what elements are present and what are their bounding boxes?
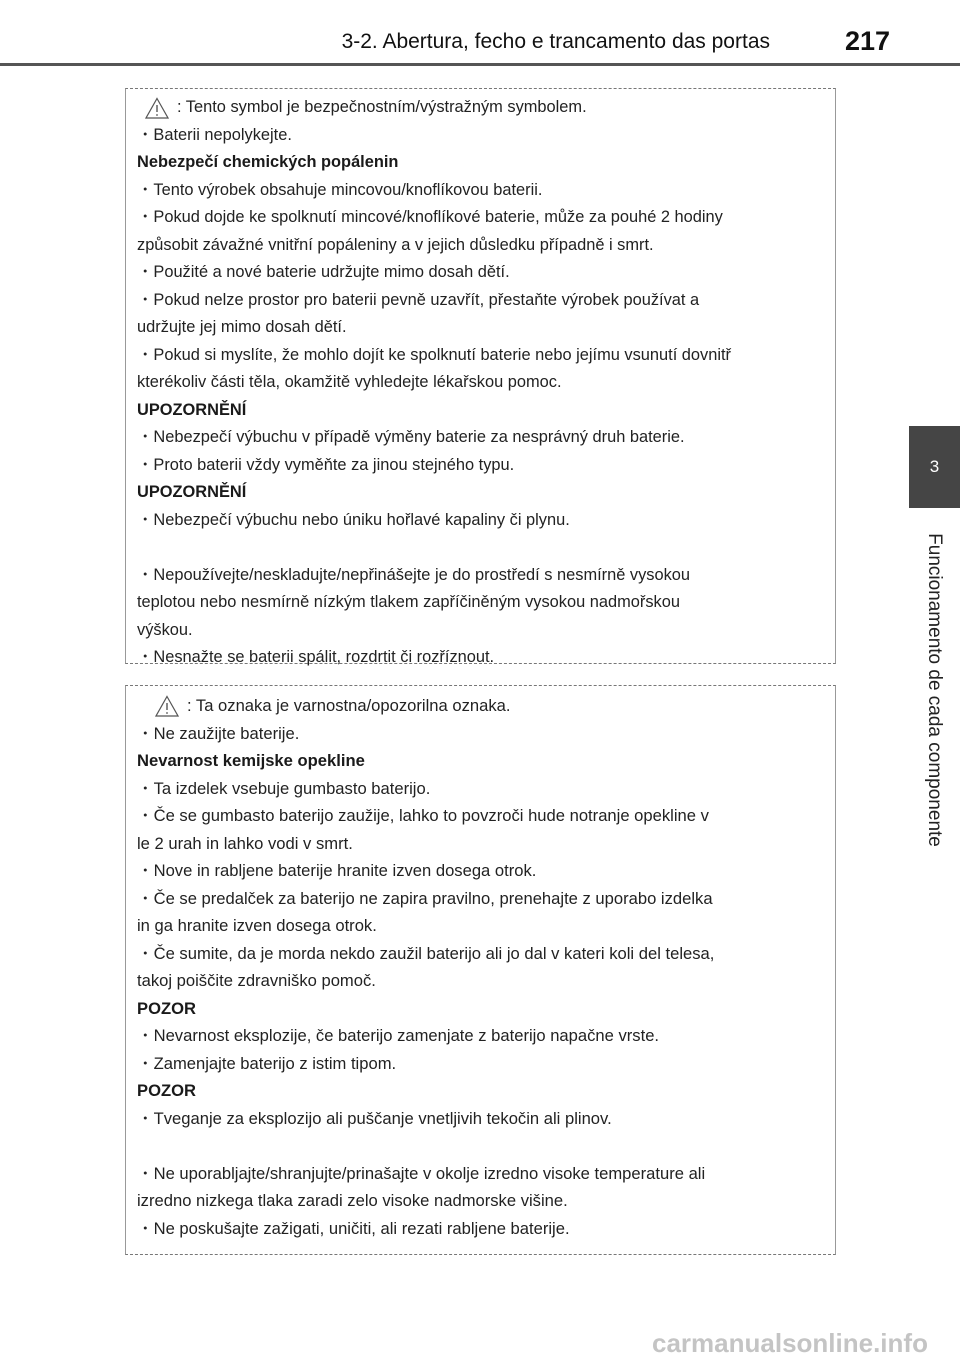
warning-triangle-icon <box>145 97 169 119</box>
header-divider <box>0 63 960 66</box>
section-heading: Nevarnost kemijske opekline <box>137 751 365 770</box>
text-line: ・Nepoužívejte/neskladujte/nepřinášejte je do prostředí s nesmírně vysokou <box>137 565 691 584</box>
text-line: ・Pokud dojde ke spolknutí mincové/knoflíkové baterie, může za pouhé 2 hodiny <box>137 208 723 226</box>
text-line: ・Tveganje za eksplozijo ali puščanje vnetljivih tekočin ali plinov. <box>137 1108 612 1128</box>
text-line: ・Nevarnost eksplozije, če baterijo zamenjate z baterijo napačne vrste. <box>137 1026 660 1045</box>
text-line: ・Ta izdelek vsebuje gumbasto baterijo. <box>137 778 431 798</box>
text-line: teplotou nebo nesmírně nízkým tlakem zapříčiněným vysokou nadmořskou <box>137 593 680 611</box>
text-line: kterékoliv části těla, okamžitě vyhledejte lékařskou pomoc. <box>137 373 562 391</box>
text-line: ・Če se predalček za baterijo ne zapira pravilno, prenehajte z uporabo izdelka <box>137 888 713 908</box>
symbol-explanation <box>137 94 827 122</box>
text-line: způsobit závažné vnitřní popáleniny a v jejich důsledku případně i smrt. <box>137 235 654 254</box>
section-title: 3-2. Abertura, fecho e trancamento das portas <box>341 30 770 53</box>
chapter-tab <box>909 426 960 508</box>
page-number: 217 <box>844 26 890 56</box>
text-line: in ga hranite izven dosega otrok. <box>137 916 377 935</box>
text-line: ・Ne zaužijte baterije. <box>137 723 300 743</box>
section-heading: POZOR <box>137 998 197 1018</box>
site-watermark: carmanualsonline.info <box>652 1328 928 1358</box>
warning-triangle-icon <box>155 695 179 717</box>
text-line: ・Nebezpečí výbuchu nebo úniku hořlavé kapaliny či plynu. <box>137 510 570 529</box>
section-heading: Nebezpečí chemických popálenin <box>137 153 399 171</box>
chapter-number: 3 <box>929 457 940 476</box>
section-heading: POZOR <box>137 1081 197 1100</box>
symbol-explanation <box>137 692 827 720</box>
text-line: ・Nebezpečí výbuchu v případě výměny baterie za nesprávný druh baterie. <box>137 428 685 446</box>
text-line: ・Zamenjajte baterijo z istim tipom. <box>137 1053 397 1073</box>
section-heading: UPOZORNĚNÍ <box>137 400 247 419</box>
text-line: ・Použité a nové baterie udržujte mimo dosah dětí. <box>137 263 510 281</box>
text-line: ・Proto baterii vždy vyměňte za jinou stejného typu. <box>137 455 515 474</box>
section-heading: UPOZORNĚNÍ <box>137 483 247 501</box>
chapter-label: Funcionamento de cada componente <box>924 533 945 847</box>
text-line: ・Tento výrobek obsahuje mincovou/knoflíkovou baterii. <box>137 180 543 199</box>
text-line: ・Baterii nepolykejte. <box>137 125 292 144</box>
text-line: ・Če se gumbasto baterijo zaužije, lahko to povzroči hude notranje opekline v <box>137 806 709 825</box>
text-line: ・Nesnažte se baterii spálit, rozdrtit či rozříznout. <box>137 648 495 666</box>
text-line: ・Pokud si myslíte, že mohlo dojít ke spolknutí baterie nebo jejímu vsunutí dovnitř <box>137 345 732 364</box>
symbol-text: : Ta oznaka je varnostna/opozorilna oznaka. <box>187 696 511 715</box>
text-line: takoj poiščite zdravniško pomoč. <box>137 971 376 990</box>
text-line: izredno nizkega tlaka zaradi zelo visoke nadmorske višine. <box>137 1191 568 1210</box>
czech-warning-box <box>125 88 836 664</box>
text-line: ・Če sumite, da je morda nekdo zaužil baterijo ali jo dal v kateri koli del telesa, <box>137 943 715 963</box>
text-line: ・Nove in rabljene baterije hranite izven dosega otrok. <box>137 861 537 880</box>
symbol-text: : Tento symbol je bezpečnostním/výstražným symbolem. <box>177 98 587 116</box>
text-line: ・Ne poskušajte zažigati, uničiti, ali rezati rabljene baterije. <box>137 1218 570 1238</box>
page-header <box>0 0 960 66</box>
slovene-warning-box <box>125 685 836 1255</box>
text-line: ・Ne uporabljajte/shranjujte/prinašajte v okolje izredno visoke temperature ali <box>137 1163 706 1183</box>
text-line: le 2 urah in lahko vodi v smrt. <box>137 833 353 853</box>
text-line: ・Pokud nelze prostor pro baterii pevně uzavřít, přestaňte výrobek používat a <box>137 290 700 309</box>
blank-line <box>137 1132 827 1160</box>
blank-line <box>137 534 827 562</box>
text-line: výškou. <box>137 620 193 639</box>
text-line: udržujte jej mimo dosah dětí. <box>137 318 347 336</box>
